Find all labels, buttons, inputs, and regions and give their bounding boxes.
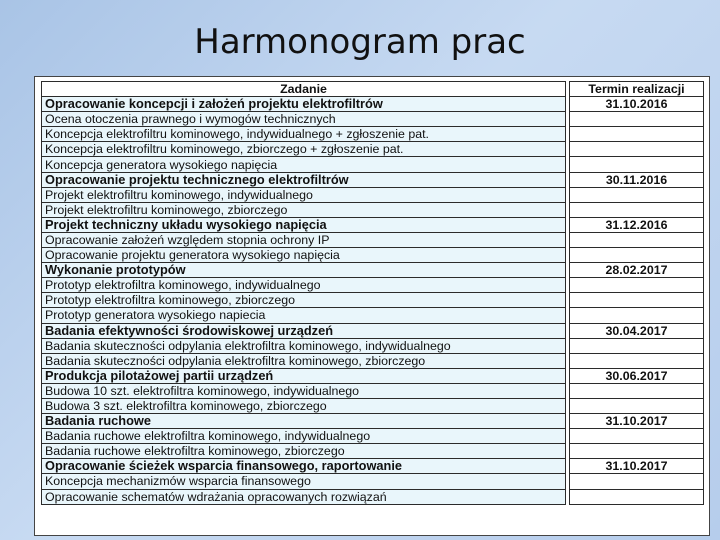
table-row [42, 323, 704, 338]
table-row [42, 444, 704, 459]
page-title: Harmonogram prac [194, 22, 526, 62]
task-cell: Prototyp elektrofiltra kominowego, zbiorczego [42, 293, 566, 308]
table-row [42, 217, 704, 232]
deadline-cell [570, 398, 704, 413]
table-row [42, 383, 704, 398]
deadline-cell: 30.11.2016 [570, 172, 704, 187]
table-row [42, 248, 704, 263]
task-cell: Badania ruchowe elektrofiltra kominowego, indywidualnego [42, 429, 566, 444]
task-group-cell: Badania ruchowe [42, 414, 566, 429]
table-row [42, 142, 704, 157]
deadline-cell [570, 489, 704, 504]
deadline-cell [570, 278, 704, 293]
deadline-cell [570, 474, 704, 489]
table-row [42, 263, 704, 278]
deadline-cell: 31.10.2017 [570, 459, 704, 474]
table-row [42, 278, 704, 293]
task-cell: Koncepcja mechanizmów wsparcia finansowego [42, 474, 566, 489]
table-row [42, 202, 704, 217]
deadline-cell: 30.06.2017 [570, 368, 704, 383]
table-row [42, 97, 704, 112]
table-row [42, 414, 704, 429]
task-group-cell: Opracowanie ścieżek wsparcia finansowego, raportowanie [42, 459, 566, 474]
table-row [42, 187, 704, 202]
task-group-cell: Opracowanie projektu technicznego elektrofiltrów [42, 172, 566, 187]
task-group-cell: Badania efektywności środowiskowej urządzeń [42, 323, 566, 338]
table-row [42, 112, 704, 127]
deadline-cell: 31.10.2017 [570, 414, 704, 429]
deadline-cell [570, 308, 704, 323]
header-task: Zadanie [42, 82, 566, 97]
task-group-cell: Produkcja pilotażowej partii urządzeń [42, 368, 566, 383]
table-row [42, 157, 704, 172]
task-cell: Opracowanie założeń względem stopnia ochrony IP [42, 232, 566, 247]
table-row [42, 308, 704, 323]
deadline-cell [570, 127, 704, 142]
deadline-cell [570, 383, 704, 398]
task-cell: Opracowanie schematów wdrażania opracowanych rozwiązań [42, 489, 566, 504]
table-row [42, 398, 704, 413]
deadline-cell [570, 142, 704, 157]
task-cell: Badania skuteczności odpylania elektrofiltra kominowego, zbiorczego [42, 353, 566, 368]
task-cell: Projekt elektrofiltru kominowego, indywidualnego [42, 187, 566, 202]
deadline-cell [570, 112, 704, 127]
deadline-cell: 30.04.2017 [570, 323, 704, 338]
table-row [42, 353, 704, 368]
task-cell: Ocena otoczenia prawnego i wymogów technicznych [42, 112, 566, 127]
deadline-cell: 31.10.2016 [570, 97, 704, 112]
schedule-sheet [34, 76, 710, 536]
task-cell: Badania ruchowe elektrofiltra kominowego, zbiorczego [42, 444, 566, 459]
schedule-table [41, 81, 704, 505]
task-cell: Badania skuteczności odpylania elektrofiltra kominowego, indywidualnego [42, 338, 566, 353]
deadline-cell [570, 157, 704, 172]
task-cell: Koncepcja generatora wysokiego napięcia [42, 157, 566, 172]
task-cell: Koncepcja elektrofiltru kominowego, indywidualnego + zgłoszenie pat. [42, 127, 566, 142]
table-row [42, 489, 704, 504]
task-cell: Prototyp elektrofiltra kominowego, indywidualnego [42, 278, 566, 293]
table-row [42, 474, 704, 489]
table-row [42, 172, 704, 187]
deadline-cell [570, 338, 704, 353]
deadline-cell [570, 429, 704, 444]
deadline-cell [570, 232, 704, 247]
task-cell: Koncepcja elektrofiltru kominowego, zbiorczego + zgłoszenie pat. [42, 142, 566, 157]
table-row [42, 127, 704, 142]
deadline-cell: 28.02.2017 [570, 263, 704, 278]
table-row [42, 232, 704, 247]
task-cell: Budowa 3 szt. elektrofiltra kominowego, zbiorczego [42, 398, 566, 413]
task-cell: Prototyp generatora wysokiego napiecia [42, 308, 566, 323]
task-cell: Projekt elektrofiltru kominowego, zbiorczego [42, 202, 566, 217]
deadline-cell [570, 353, 704, 368]
deadline-cell [570, 293, 704, 308]
deadline-cell [570, 202, 704, 217]
deadline-cell [570, 187, 704, 202]
task-cell: Budowa 10 szt. elektrofiltra kominowego, indywidualnego [42, 383, 566, 398]
task-cell: Opracowanie projektu generatora wysokiego napięcia [42, 248, 566, 263]
table-row [42, 338, 704, 353]
task-group-cell: Wykonanie prototypów [42, 263, 566, 278]
task-group-cell: Projekt techniczny układu wysokiego napięcia [42, 217, 566, 232]
table-row [42, 429, 704, 444]
task-group-cell: Opracowanie koncepcji i założeń projektu elektrofiltrów [42, 97, 566, 112]
table-row [42, 459, 704, 474]
header-deadline: Termin realizacji [570, 82, 704, 97]
table-row [42, 368, 704, 383]
deadline-cell [570, 444, 704, 459]
deadline-cell [570, 248, 704, 263]
table-row [42, 293, 704, 308]
deadline-cell: 31.12.2016 [570, 217, 704, 232]
table-header-row [42, 82, 704, 97]
